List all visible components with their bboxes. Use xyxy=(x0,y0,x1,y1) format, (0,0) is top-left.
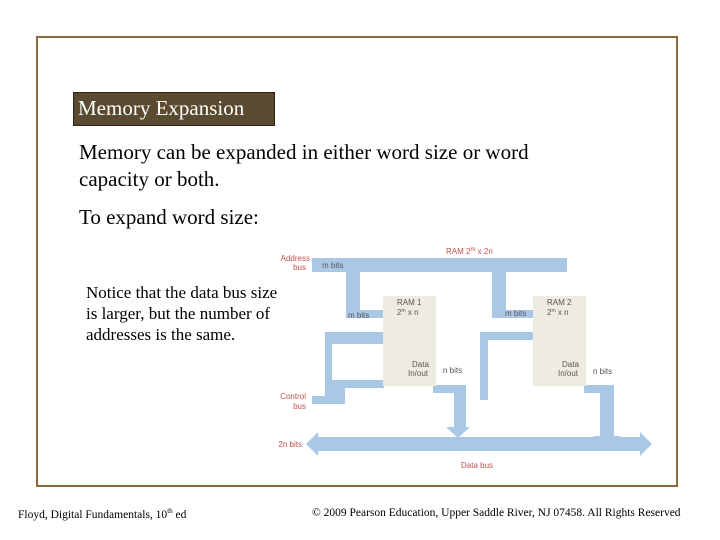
top-ram-label: RAM 2$^m$ x 2n xyxy=(446,247,493,256)
m-bits-right-label: m bits xyxy=(505,309,527,318)
m-bits-top-label: m bits xyxy=(322,261,344,270)
ram1-data-inout-label: In/out xyxy=(408,369,429,378)
ram2-data-label: Data xyxy=(562,360,579,369)
m-bits-left-label: m bits xyxy=(348,311,370,320)
control-bus-label-2: bus xyxy=(293,402,306,411)
ram1-label: RAM 1 xyxy=(397,298,422,307)
address-bus xyxy=(312,258,567,318)
n-bits-label-2: n bits xyxy=(593,367,613,376)
address-bus-label-2: bus xyxy=(293,263,306,272)
body-line-2: capacity or both. xyxy=(79,167,220,191)
control-bus-label-1: Control xyxy=(280,392,306,401)
two-n-bits-label: 2n bits xyxy=(278,440,302,449)
ram2-size-label: 2$^m$ x n xyxy=(547,308,569,317)
page-title: Memory Expansion xyxy=(78,96,245,120)
body-line-3: To expand word size: xyxy=(79,205,259,229)
ram1-size-label: 2$^m$ x n xyxy=(397,308,419,317)
ram2-label: RAM 2 xyxy=(547,298,572,307)
footer-left: Floyd, Digital Fundamentals, 10th ed xyxy=(18,507,187,521)
ram2-data-inout-label: In/out xyxy=(558,369,579,378)
data-bus-label: Data bus xyxy=(461,461,494,470)
note-text: Notice that the data bus size is larger, but the number of addresses is the same. xyxy=(86,283,278,344)
footer-right: © 2009 Pearson Education, Upper Saddle River, NJ 07458. All Rights Reserved xyxy=(312,507,681,519)
n-bits-label-1: n bits xyxy=(443,366,463,375)
body-line-1: Memory can be expanded in either word size or word xyxy=(79,140,529,164)
ram1-data-label: Data xyxy=(412,360,429,369)
address-bus-label-1: Address xyxy=(280,254,310,263)
